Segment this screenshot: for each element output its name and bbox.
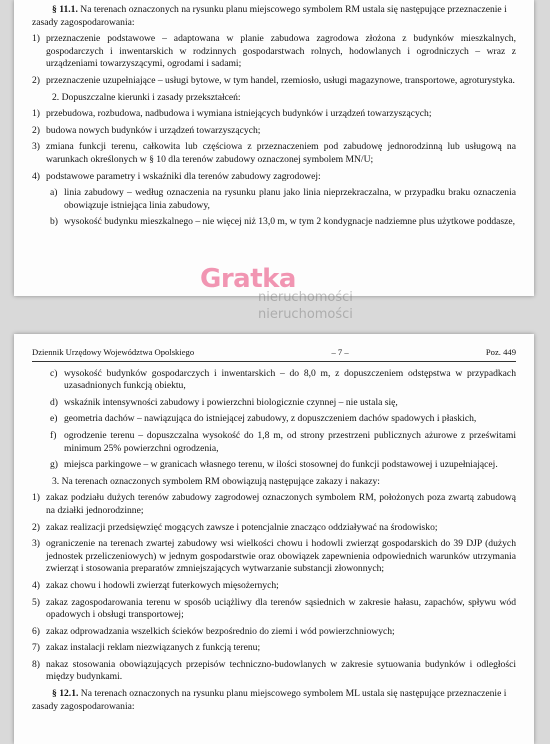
sub-list-item: b) wysokość budynku mieszkalnego – nie więcej niż 13,0 m, w tym 2 kondygnacje nadziemne plus użytkowe poddasze, [50,216,516,228]
document-page-2 [14,334,534,744]
page-number: – 7 – [331,347,349,357]
document-page-1 [14,0,534,296]
list-item: 4) podstawowe parametry i wskaźniki dla terenów zabudowy zagrodowej: [32,170,321,182]
list-item: 1) zakaz podziału dużych terenów zabudowy zagrodowej oznaczonych symbolem RM, położonych poza zwartą zabudową na działki jednorodzinne; [32,492,516,516]
paragraph-3: 3. Na terenach oznaczonych symbolem RM obowiązują następujące zakazy i nakazy: [52,475,380,487]
watermark-subtitle: nieruchomości [258,307,353,322]
paragraph-2: 2. Dopuszczalne kierunki i zasady przekształceń: [52,91,241,103]
list-item: 3) zmiana funkcji terenu, całkowita lub częściowa z przeznaczeniem pod zabudowę jednorodzinną lub usługową na warunkach określonych w § 10 dla terenów zabudowy oznaczonej symbolem MN/U; [32,141,516,165]
list-item: 3) ograniczenie na terenach zwartej zabudowy wsi wielkości chowu i hodowli zwierząt gospodarskich do 39 DJP (dużych jednostek przeliczeniowych) w jednym gospodarstwie oraz obowiązek zapewnienia odpowiednich warunków utrzymania zwierząt i stosowania preparatów zmniejszających wytwarzanie substancji złowonnych; [32,538,516,575]
list-item: 8) nakaz stosowania obowiązujących przepisów techniczno-budowlanych w zakresie sytuowania budynków i odległości między budynkami. [32,658,516,683]
section-number: § 12.1. [52,688,79,700]
section-text: Na terenach oznaczonych na rysunku planu miejscowego symbolem RM ustala się następujące przeznaczenie i zasady zagospodarowania: [32,4,507,28]
section-text: Na terenach oznaczonych na rysunku planu miejscowego symbolem ML ustala się następujące przeznaczenie i zasady zagospodarowania: [32,688,507,712]
list-item: 6) zakaz odprowadzania wszelkich ścieków bezpośrednio do ziemi i wód powierzchniowych; [32,625,395,637]
watermark-subtitle: nieruchomości [258,290,353,305]
list-item: 2) przeznaczenie uzupełniające – usługi bytowe, w tym handel, rzemiosło, usługi magazynowe, transportowe, agroturystyka. [32,74,515,86]
list-item: 2) zakaz realizacji przedsięwzięć mogących zawsze i potencjalnie znacząco oddziaływać na środowisko; [32,521,438,533]
page-header [32,346,516,362]
sub-list-item: e) geometria dachów – nawiązująca do istniejącej zabudowy, z dopuszczeniem dachów spadowych i płaskich, [50,413,477,425]
section-12-intro [32,688,516,713]
section-11-intro [32,4,516,29]
list-item: 4) zakaz chowu i hodowli zwierząt futerkowych mięsożernych; [32,579,279,591]
sub-list-item: d) wskaźnik intensywności zabudowy i powierzchni biologicznie czynnej – nie ustala się, [50,396,398,408]
watermark-logo: Gratka [200,264,296,294]
position-number: Poz. 449 [485,347,516,357]
sub-list-item: a) linia zabudowy – według oznaczenia na rysunku planu jako linia nieprzekraczalna, w przypadku braku oznaczenia obowiązuje istniejąca linia zabudowy, [50,187,516,211]
section-number: § 11.1. [52,4,78,15]
list-item: 5) zakaz zagospodarowania terenu w sposób uciążliwy dla terenów sąsiednich w zakresie hałasu, zapachów, spływu wód opadowych i obsługi transportowej; [32,596,516,621]
list-item: 7) zakaz instalacji reklam niezwiązanych z funkcją terenu; [32,642,261,654]
list-item: 1) przebudowa, rozbudowa, nadbudowa i wymiana istniejących budynków i urządzeń towarzyszących; [32,108,432,120]
sub-list-item: g) miejsca parkingowe – w granicach własnego terenu, w ilości stosownej do funkcji podstawowej i uzupełniającej. [50,459,498,471]
journal-name: Dziennik Urzędowy Województwa Opolskiego [32,347,195,357]
list-item: 1) przeznaczenie podstawowe – adaptowana w planie zabudowa zagrodowa złożona z budynków mieszkalnych, gospodarczych i inwentarskich w rodzinnych gospodarstwach rolnych, hodowlanych i ogrodniczych – wraz z urządzeniami towarzyszącymi, ogrodami i sadami; [32,33,516,70]
sub-list-item: f) ogrodzenie terenu – dopuszczalna wysokość do 1,8 m, od strony przestrzeni publicznych ażurowe z prześwitami minimum 25% powierzchni ogrodzenia, [50,429,516,454]
list-item: 2) budowa nowych budynków i urządzeń towarzyszących; [32,124,261,136]
sub-list-item: c) wysokość budynków gospodarczych i inwentarskich – do 8,0 m, z dopuszczeniem odstępstwa w przypadkach uzasadnionych funkcją obiektu, [50,367,516,392]
